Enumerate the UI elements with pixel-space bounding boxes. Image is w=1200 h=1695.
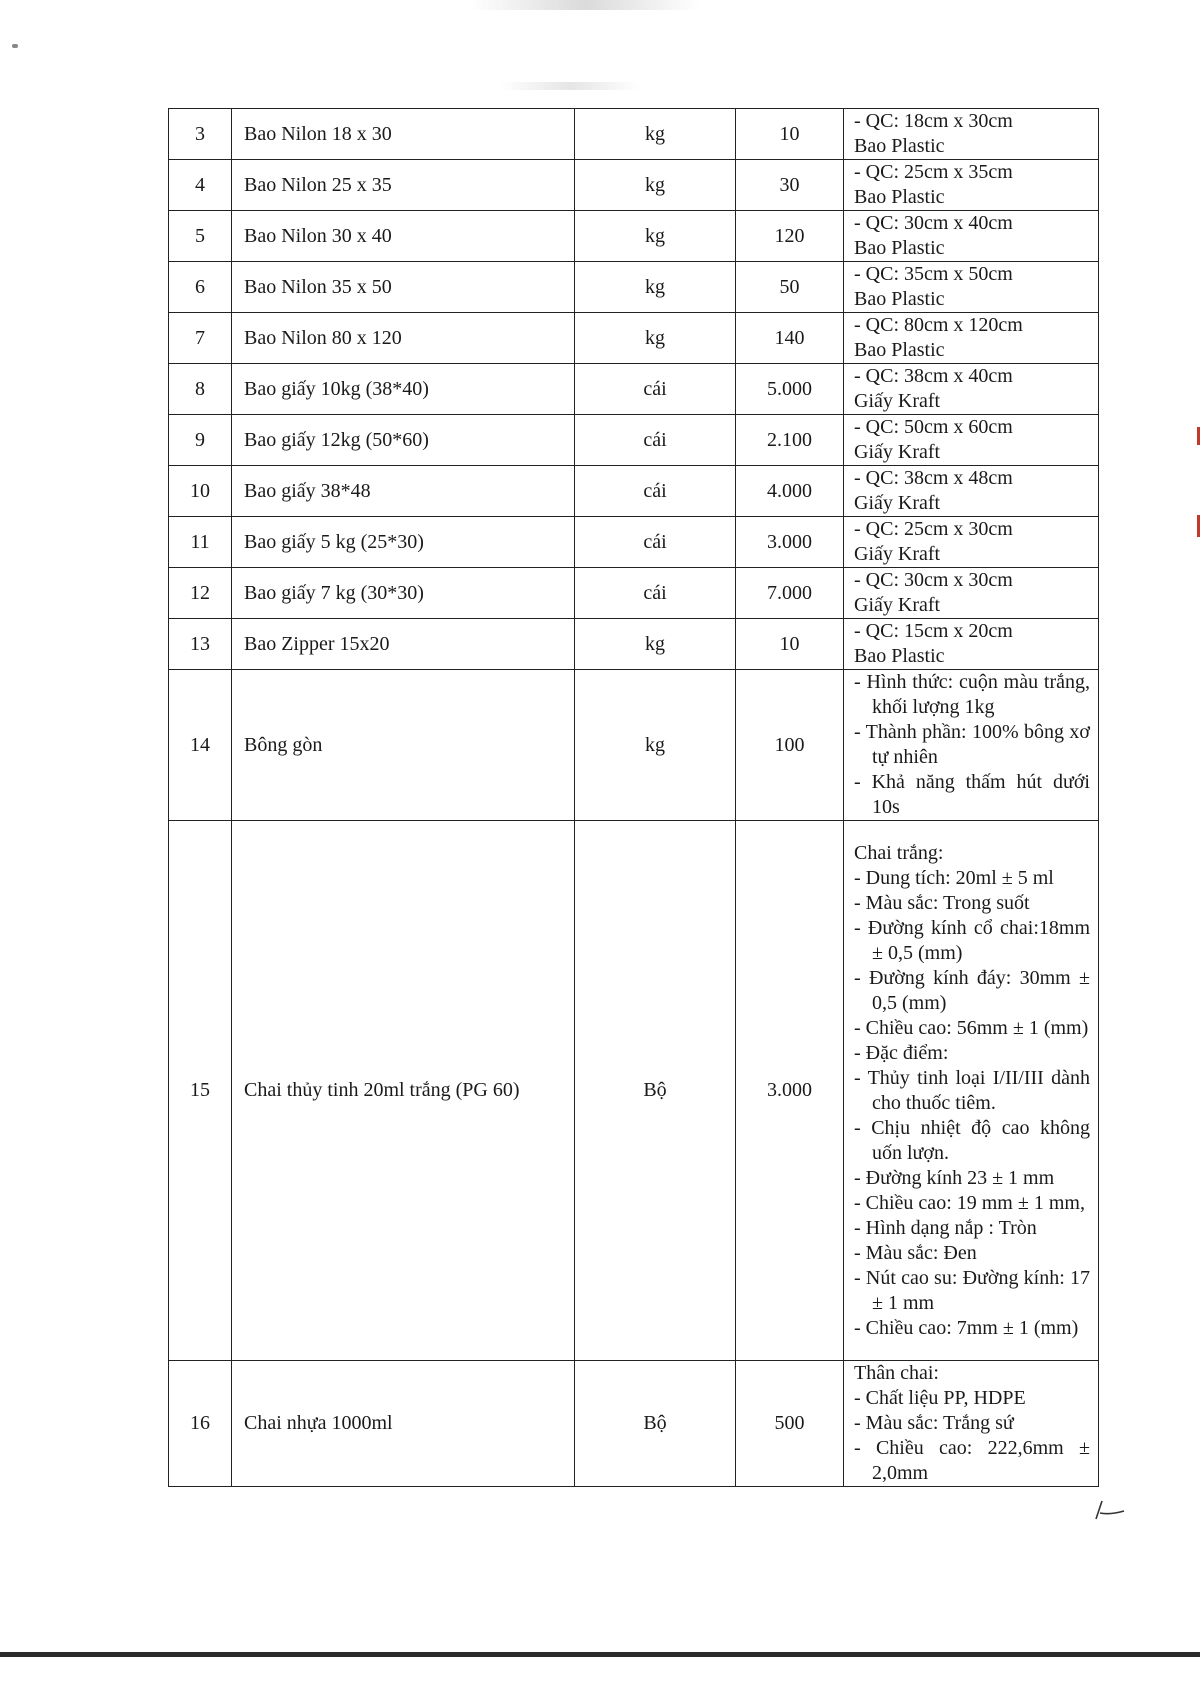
spec-line: - Dung tích: 20ml ± 5 ml [854,866,1054,889]
spec-line: - Đường kính 23 ± 1 mm [854,1166,1055,1189]
item-quantity: 2.100 [736,415,844,466]
item-quantity: 3.000 [736,821,844,1361]
item-number: 6 [169,262,232,313]
scan-artifact [470,0,700,10]
spec-line: - QC: 38cm x 40cm [854,365,1013,387]
item-specification [844,517,1099,568]
spec-line: - QC: 30cm x 30cm [854,569,1013,591]
item-specification [844,670,1099,821]
item-number: 16 [169,1361,232,1487]
table-row [169,568,1099,619]
spec-line: - Màu sắc: Trắng sứ [854,1412,1014,1434]
item-specification [844,211,1099,262]
item-number: 10 [169,466,232,517]
item-name: Bao giấy 7 kg (30*30) [232,568,575,619]
item-quantity: 100 [736,670,844,821]
spec-line: - QC: 35cm x 50cm [854,263,1013,285]
item-name: Bao giấy 38*48 [232,466,575,517]
item-name: Bao Nilon 18 x 30 [232,109,575,160]
spec-line: - QC: 30cm x 40cm [854,212,1013,234]
item-number: 9 [169,415,232,466]
spec-line: - QC: 50cm x 60cm [854,416,1013,438]
spec-line: Bao Plastic [854,288,945,310]
spec-line: Thân chai: [854,1362,939,1384]
table-row [169,313,1099,364]
spec-line: - Đặc điểm: [854,1041,949,1064]
item-name: Bao Nilon 25 x 35 [232,160,575,211]
items-table-body [169,109,1099,1487]
spec-line: Bao Plastic [854,645,945,667]
scan-artifact [500,82,640,90]
item-number: 4 [169,160,232,211]
spec-line: - Chiều cao: 222,6mm ± 2,0mm [854,1437,1090,1484]
item-unit: cái [575,364,736,415]
item-quantity: 10 [736,619,844,670]
item-unit: kg [575,313,736,364]
item-name: Bao giấy 12kg (50*60) [232,415,575,466]
spec-line: - QC: 38cm x 48cm [854,467,1013,489]
item-number: 7 [169,313,232,364]
item-quantity: 4.000 [736,466,844,517]
table-row [169,211,1099,262]
item-quantity: 3.000 [736,517,844,568]
item-name: Bao giấy 10kg (38*40) [232,364,575,415]
items-table [168,108,1099,1487]
spec-line: - Chịu nhiệt độ cao không uốn lượn. [854,1116,1090,1164]
spec-line: - Màu sắc: Đen [854,1241,977,1264]
item-unit: cái [575,466,736,517]
item-quantity: 30 [736,160,844,211]
spec-line: - Nút cao su: Đường kính: 17 ± 1 mm [854,1266,1090,1314]
item-unit: cái [575,568,736,619]
item-specification [844,821,1099,1361]
item-unit: kg [575,109,736,160]
spec-line: Bao Plastic [854,135,945,157]
item-number: 15 [169,821,232,1361]
item-unit: kg [575,160,736,211]
spec-line: Chai trắng: [854,841,944,864]
spec-line: - QC: 80cm x 120cm [854,314,1023,336]
item-quantity: 50 [736,262,844,313]
item-number: 11 [169,517,232,568]
spec-line: Giấy Kraft [854,594,941,616]
table-row [169,262,1099,313]
spec-line: Giấy Kraft [854,390,941,412]
item-specification [844,262,1099,313]
spec-line: - QC: 18cm x 30cm [854,110,1013,132]
spec-line: Bao Plastic [854,186,945,208]
table-row [169,517,1099,568]
item-quantity: 10 [736,109,844,160]
page-bottom-rule [0,1652,1200,1657]
spec-line: - Chiều cao: 7mm ± 1 (mm) [854,1316,1079,1339]
item-name: Bao Nilon 80 x 120 [232,313,575,364]
item-quantity: 120 [736,211,844,262]
item-unit: Bộ [575,821,736,1361]
item-name: Bao Nilon 35 x 50 [232,262,575,313]
table-row [169,415,1099,466]
item-number: 5 [169,211,232,262]
item-specification [844,160,1099,211]
item-specification [844,568,1099,619]
item-quantity: 500 [736,1361,844,1487]
item-name: Bông gòn [232,670,575,821]
item-specification [844,109,1099,160]
item-name: Chai nhựa 1000ml [232,1361,575,1487]
item-unit: kg [575,670,736,821]
table-row [169,670,1099,821]
spec-line: - QC: 25cm x 35cm [854,161,1013,183]
item-unit: cái [575,415,736,466]
item-unit: kg [575,262,736,313]
item-unit: kg [575,619,736,670]
signature-mark [1090,1495,1130,1525]
item-quantity: 140 [736,313,844,364]
spec-line: Giấy Kraft [854,543,941,565]
item-number: 14 [169,670,232,821]
table-row [169,821,1099,1361]
table-row [169,619,1099,670]
spec-line: - Đường kính đáy: 30mm ± 0,5 (mm) [854,966,1090,1014]
item-specification [844,364,1099,415]
table-row [169,466,1099,517]
spec-line: - Đường kính cổ chai:18mm ± 0,5 (mm) [854,916,1090,964]
spec-line: - Thủy tinh loại I/II/III dành cho thuốc tiêm. [854,1066,1090,1114]
spec-line: - Chiều cao: 56mm ± 1 (mm) [854,1016,1089,1039]
spec-line: - Hình dạng nắp : Tròn [854,1216,1037,1239]
item-name: Chai thủy tinh 20ml trắng (PG 60) [232,821,575,1361]
item-specification [844,415,1099,466]
spec-line: - Chiều cao: 19 mm ± 1 mm, [854,1191,1085,1214]
item-quantity: 5.000 [736,364,844,415]
item-unit: kg [575,211,736,262]
spec-line: Giấy Kraft [854,492,941,514]
table-row [169,160,1099,211]
item-specification [844,466,1099,517]
table-row [169,109,1099,160]
item-name: Bao giấy 5 kg (25*30) [232,517,575,568]
spec-line: - QC: 25cm x 30cm [854,518,1013,540]
item-unit: Bộ [575,1361,736,1487]
item-unit: cái [575,517,736,568]
spec-line: - Chất liệu PP, HDPE [854,1387,1026,1409]
spec-line: Bao Plastic [854,339,945,361]
table-row [169,1361,1099,1487]
spec-line: Giấy Kraft [854,441,941,463]
item-specification [844,619,1099,670]
item-specification [844,1361,1099,1487]
item-number: 12 [169,568,232,619]
spec-line: Bao Plastic [854,237,945,259]
item-number: 3 [169,109,232,160]
item-number: 13 [169,619,232,670]
item-number: 8 [169,364,232,415]
item-quantity: 7.000 [736,568,844,619]
spec-line: - Thành phần: 100% bông xơ tự nhiên [854,721,1090,768]
item-specification [844,313,1099,364]
spec-line: - Hình thức: cuộn màu trắng, khối lượng 1kg [854,671,1090,718]
spec-line: - Màu sắc: Trong suốt [854,891,1030,914]
scan-artifact [12,44,18,48]
table-row [169,364,1099,415]
spec-line: - QC: 15cm x 20cm [854,620,1013,642]
spec-line: - Khả năng thấm hút dưới 10s [854,771,1090,818]
item-name: Bao Zipper 15x20 [232,619,575,670]
item-name: Bao Nilon 30 x 40 [232,211,575,262]
